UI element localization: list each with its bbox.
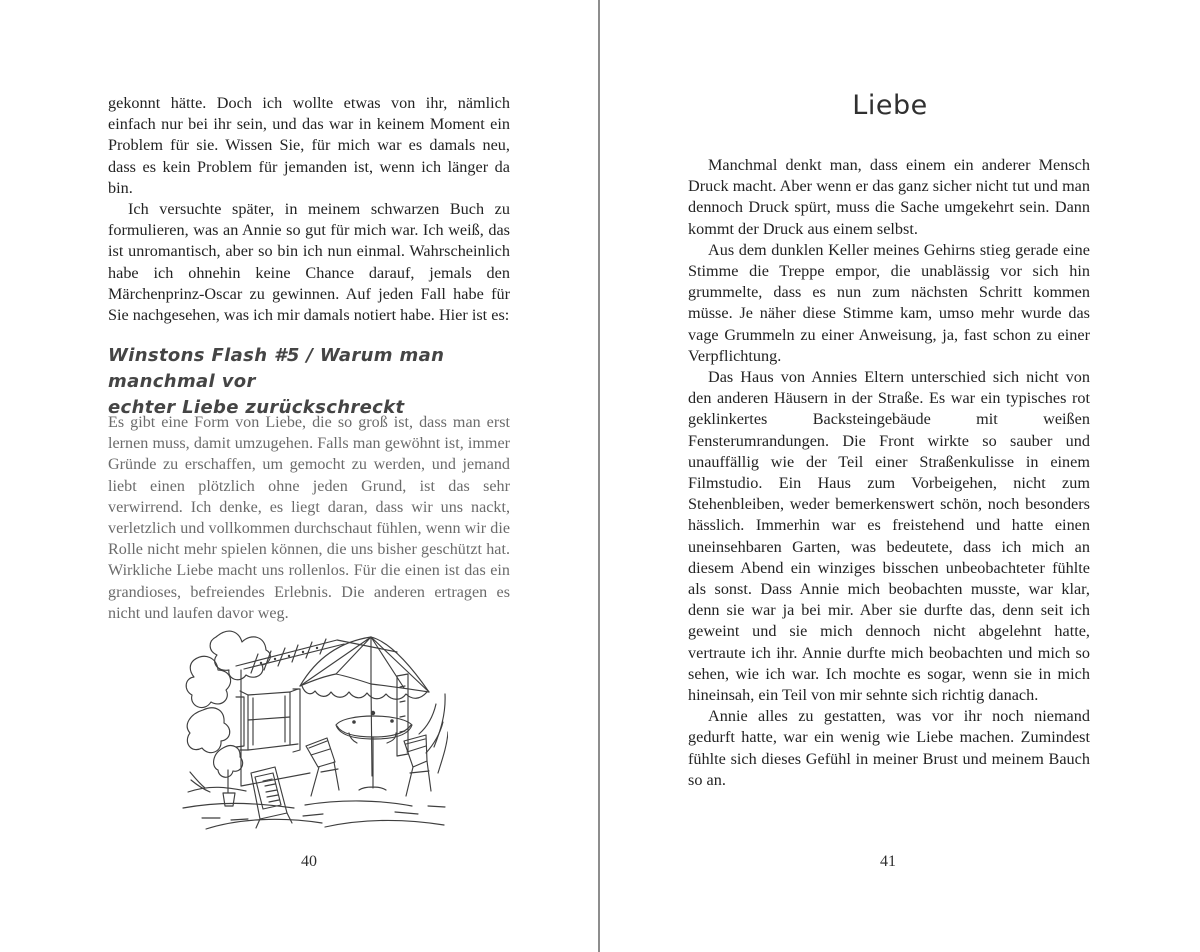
right-paragraph-1: Manchmal denkt man, dass einem ein anderer Mensch Druck macht. Aber wenn er das ganz sicher nicht tut und man dennoch Druck spürt, muss die Sache umgekehrt sein. Dann kommt der Druck aus einem selbst. bbox=[688, 156, 1090, 238]
right-body-text bbox=[688, 155, 1090, 791]
left-paragraph-2: Ich versuchte später, in meinem schwarzen Buch zu formulieren, was an Annie so gut für mich war. Ich weiß, das ist unromantisch, aber so bin ich nun einmal. Wahrscheinlich habe ich ohnehin keine Chance darauf, jemals den Märchenprinz-Oscar zu gewinnen. Auf jeden Fall habe für Sie nachgesehen, was ich mir damals notiert habe. Hier ist es: bbox=[108, 200, 510, 325]
cafe-terrace-illustration bbox=[182, 622, 448, 832]
right-page bbox=[600, 0, 1200, 952]
left-paragraph-1: gekonnt hätte. Doch ich wollte etwas von ihr, nämlich einfach nur bei ihr sein, und das war in keinem Moment ein Problem für sie. Wissen Sie, für mich war es damals neu, dass es kein Problem für jemanden ist, wenn ich länger da bin. bbox=[108, 94, 510, 197]
right-paragraph-4: Annie alles zu gestatten, was vor ihr noch niemand gedurft hatte, war ein wenig wie Liebe machen. Zumindest fühlte sich dieses Gefühl in meiner Brust und meinem Bauch so an. bbox=[688, 707, 1090, 789]
flash-text-box bbox=[108, 412, 510, 624]
right-paragraph-3: Das Haus von Annies Eltern unterschied sich nicht von den anderen Häusern in der Straße. Es war ein typisches rot geklinkertes Backsteingebäude mit weißen Fensterumrandungen. Die Front wirkte so sauber und unauffällig wie der Teil einer Straßenkulisse in einem Filmstudio. Ein Haus zum Vorbeigehen, nicht zum Stehenbleiben, weder bemerkenswert schön, noch besonders hässlich. Immerhin war es freistehend und hatte einen uneinsehbaren Garten, was bedeutete, dass ich mich an diesem Abend ein winziges bisschen unbeobachteter fühlte als sonst. Dass Annie mich beobachten musste, war klar, denn sie war ja bei mir. Aber sie durfte das, denn seit ich geweint und sie mich dennoch nicht abgelehnt hatte, vertraute ich ihr. Annie durfte mich beobachten und mich so sehen, wie ich war. Ich mochte es sogar, wenn sie in mich hineinsah, ein Teil von mir sehnte sich richtig danach. bbox=[688, 368, 1090, 705]
cafe-terrace-sketch-icon bbox=[182, 622, 448, 832]
chapter-title: Liebe bbox=[852, 90, 928, 121]
flash-title bbox=[108, 343, 528, 421]
flash-title-line-1: Winstons Flash #5 / Warum man manchmal vor bbox=[108, 345, 445, 392]
flash-text: Es gibt eine Form von Liebe, die so groß ist, dass man erst lernen muss, damit umzugehen. Falls man gewöhnt ist, immer Gründe zu erschaffen, um gemocht zu werden, und jemand liebt einen plötzlich ohne jeden Grund, ist das sehr verwirrend. Ich denke, es liegt daran, dass wir uns nackt, verletzlich und vollkommen durchschaut fühlen, wenn wir die Rolle nicht mehr spielen können, die uns bisher geschützt hat. Wirkliche Liebe macht uns rollenlos. Für die einen ist das ein grandioses, befreiendes Erlebnis. Die anderen ertragen es nicht und laufen davor weg. bbox=[108, 414, 510, 622]
right-paragraph-2: Aus dem dunklen Keller meines Gehirns stieg gerade eine Stimme die Treppe empor, die unablässig vor sich hin grummelte, dass es nun zum nächsten Schritt kommen müsse. Je näher diese Stimme kam, umso mehr wurde das vage Grummeln zu einer Anweisung, ja, fast schon zu einer Verpflichtung. bbox=[688, 240, 1090, 365]
left-page bbox=[0, 0, 598, 952]
flash-title-line-2: echter Liebe zurückschreckt bbox=[108, 397, 405, 418]
right-page-number: 41 bbox=[880, 853, 896, 870]
left-page-number: 40 bbox=[301, 853, 317, 870]
left-body-text bbox=[108, 93, 510, 326]
